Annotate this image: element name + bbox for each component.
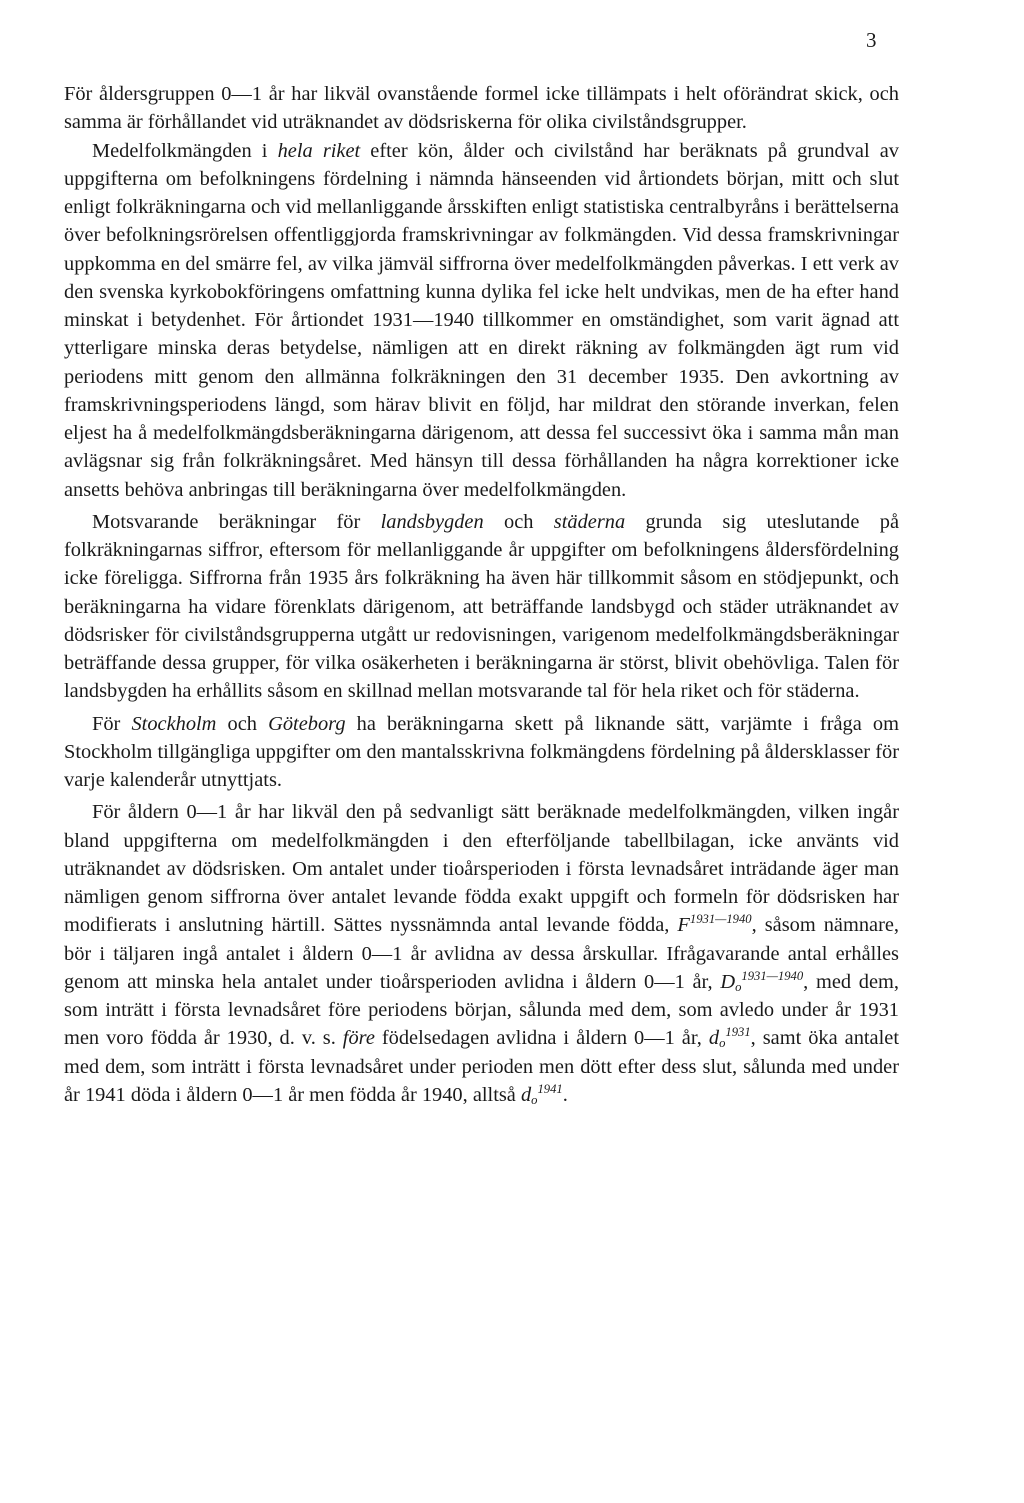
formula-superscript: 1931 <box>725 1025 751 1040</box>
paragraph-1 <box>64 80 899 137</box>
emphasis-stockholm: Stockholm <box>131 712 217 735</box>
body-text <box>64 80 899 1109</box>
paragraph-4 <box>64 710 899 795</box>
paragraph-text: , såsom nämnare, bör i täljaren ingå antalet i åldern 0—1 år avlidna av dessa årskullar. Ifrågavarande antal erhålles genom att minska hela antalet under tioårsperioden avlidna i åldern 0—1 år, <box>64 914 900 993</box>
formula-symbol: d <box>708 1027 720 1050</box>
formula-superscript: 1931—1940 <box>741 968 804 983</box>
paragraph-text: grunda sig uteslutande på folkräkningarnas siffror, eftersom för mellanliggande år uppgifter om befolkningens åldersfördelning icke föreligga. Siffrorna från 1935 års folkräkning ha även här tillkommit såsom en stödjepunkt, och beräkningarna ha vidare förenklats därigenom, att beträffande landsbygd och städer uträknandet av dödsrisker för civilståndsgrupperna utgått ur redovisningen, varigenom medelfolkmängdsberäkningar beträffande dessa grupper, för vilka osäkerheten i beräkningarna är störst, blivit obehövliga. Talen för landsbygden ha erhållits såsom en skillnad mellan motsvarande tal för hela riket och för städerna. <box>64 510 899 703</box>
paragraph-text: Medelfolkmängden i <box>92 139 278 162</box>
paragraph-text: och <box>483 510 554 533</box>
paragraph-5 <box>64 798 899 1109</box>
formula-d-1931 <box>709 1027 751 1049</box>
formula-symbol: d <box>520 1083 532 1106</box>
formula-subscript: o <box>735 979 742 994</box>
paragraph-text: födelsedagen avlidna i åldern 0—1 år, <box>374 1027 709 1050</box>
formula-subscript: o <box>531 1092 538 1107</box>
emphasis-goteborg: Göteborg <box>268 712 346 735</box>
paragraph-text: och <box>216 712 269 735</box>
paragraph-2 <box>64 137 899 504</box>
emphasis-staderna: städerna <box>553 510 626 533</box>
paragraph-text: efter kön, ålder och civilstånd har beräknats på grundval av uppgifterna om befolkningens fördelning i nämnda hänseenden vid årtiondets början, mitt och slut enligt folkräkningarna och vid mellanliggande årsskiften enligt statistiska centralbyråns i berättelserna över befolkningsrörelsen offentliggjorda framskrivningar av folkmängden. Vid dessa framskrivningar uppkomma en del smärre fel, av vilka jämväl siffrorna över medelfolkmängden påverkas. I ett verk av den svenska kyrkobokföringens omfattning kunna dylika fel icke helt undvikas, men de ha efter hand minskat i betydenhet. För årtiondet 1931—1940 tillkommer en omständighet, som varit ägnad att ytterligare minska deras betydelse, nämligen att en direkt räkning av folkmängden ägt rum vid periodens mitt genom den allmänna folkräkningen den 31 december 1935. Den avkortning av framskrivningsperiodens längd, som härav blivit en följd, har mildrat den störande inverkan, felen eljest ha å medelfolkmängdsberäkningarna därigenom, att dessa fel successivt öka i samma mån man avlägsnar sig från folkräkningsåret. Med hänsyn till dessa förhållanden ha några korrektioner icke ansetts behöva anbringas till beräkningarna över medelfolkmängden. <box>64 139 899 501</box>
paragraph-text: För åldern 0—1 år har likväl den på sedvanligt sätt beräknade medelfolkmängden, vilken ingår bland uppgifterna om medelfolkmängden i den efterföljande tabellbilagan, icke använts vid uträknandet av dödsrisken. Om antalet under tioårsperioden i första levnadsåret inträdande äger man nämligen genom siffrorna över antalet levande födda exakt uppgift och formeln för dödsrisken har modifierats i anslutning härtill. Sättes nyssnämnda antal levande födda, <box>64 801 899 937</box>
emphasis-landsbygden: landsbygden <box>380 510 484 533</box>
paragraph-text: . <box>562 1083 568 1106</box>
paragraph-text: För <box>92 712 132 735</box>
paragraph-text: ha beräkningarna skett på liknande sätt, varjämte i fråga om Stockholm tillgängliga uppgifter om den mantalsskrivna folkmängdens fördelning på åldersklasser för varje kalenderår utnyttjats. <box>64 712 899 791</box>
formula-symbol: F <box>677 914 690 937</box>
formula-superscript: 1941 <box>537 1081 563 1096</box>
paragraph-3 <box>64 508 899 706</box>
formula-D <box>720 968 804 994</box>
paragraph-text: För åldersgruppen 0—1 år har likväl ovanstående formel icke tillämpats i helt oförändrat skick, och samma är förhållandet vid uträknandet av dödsriskerna för olika civilståndsgrupper. <box>64 83 899 134</box>
formula-subscript: o <box>719 1036 726 1051</box>
page-number: 3 <box>866 28 877 52</box>
paragraph-text: , med dem, som inträtt i första levnadsåret före periodens början, sålunda med dem, som avledo under år 1931 men voro födda år 1930, d. v. s. <box>64 970 899 1050</box>
formula-d-1941 <box>520 1081 563 1107</box>
paragraph-text: , samt öka antalet med dem, som inträtt i första levnadsåret under perioden men dött efter dess slut, sålunda med under år 1941 döda i åldern 0—1 år men födda år 1940, alltså <box>64 1027 899 1106</box>
formula-symbol: D <box>720 970 736 993</box>
formula-superscript: 1931—1940 <box>689 912 752 927</box>
emphasis-fore: före <box>342 1027 375 1050</box>
emphasis-hela-riket: hela riket <box>277 139 361 162</box>
formula-F <box>677 914 751 936</box>
paragraph-text: Motsvarande beräkningar för <box>92 510 381 533</box>
